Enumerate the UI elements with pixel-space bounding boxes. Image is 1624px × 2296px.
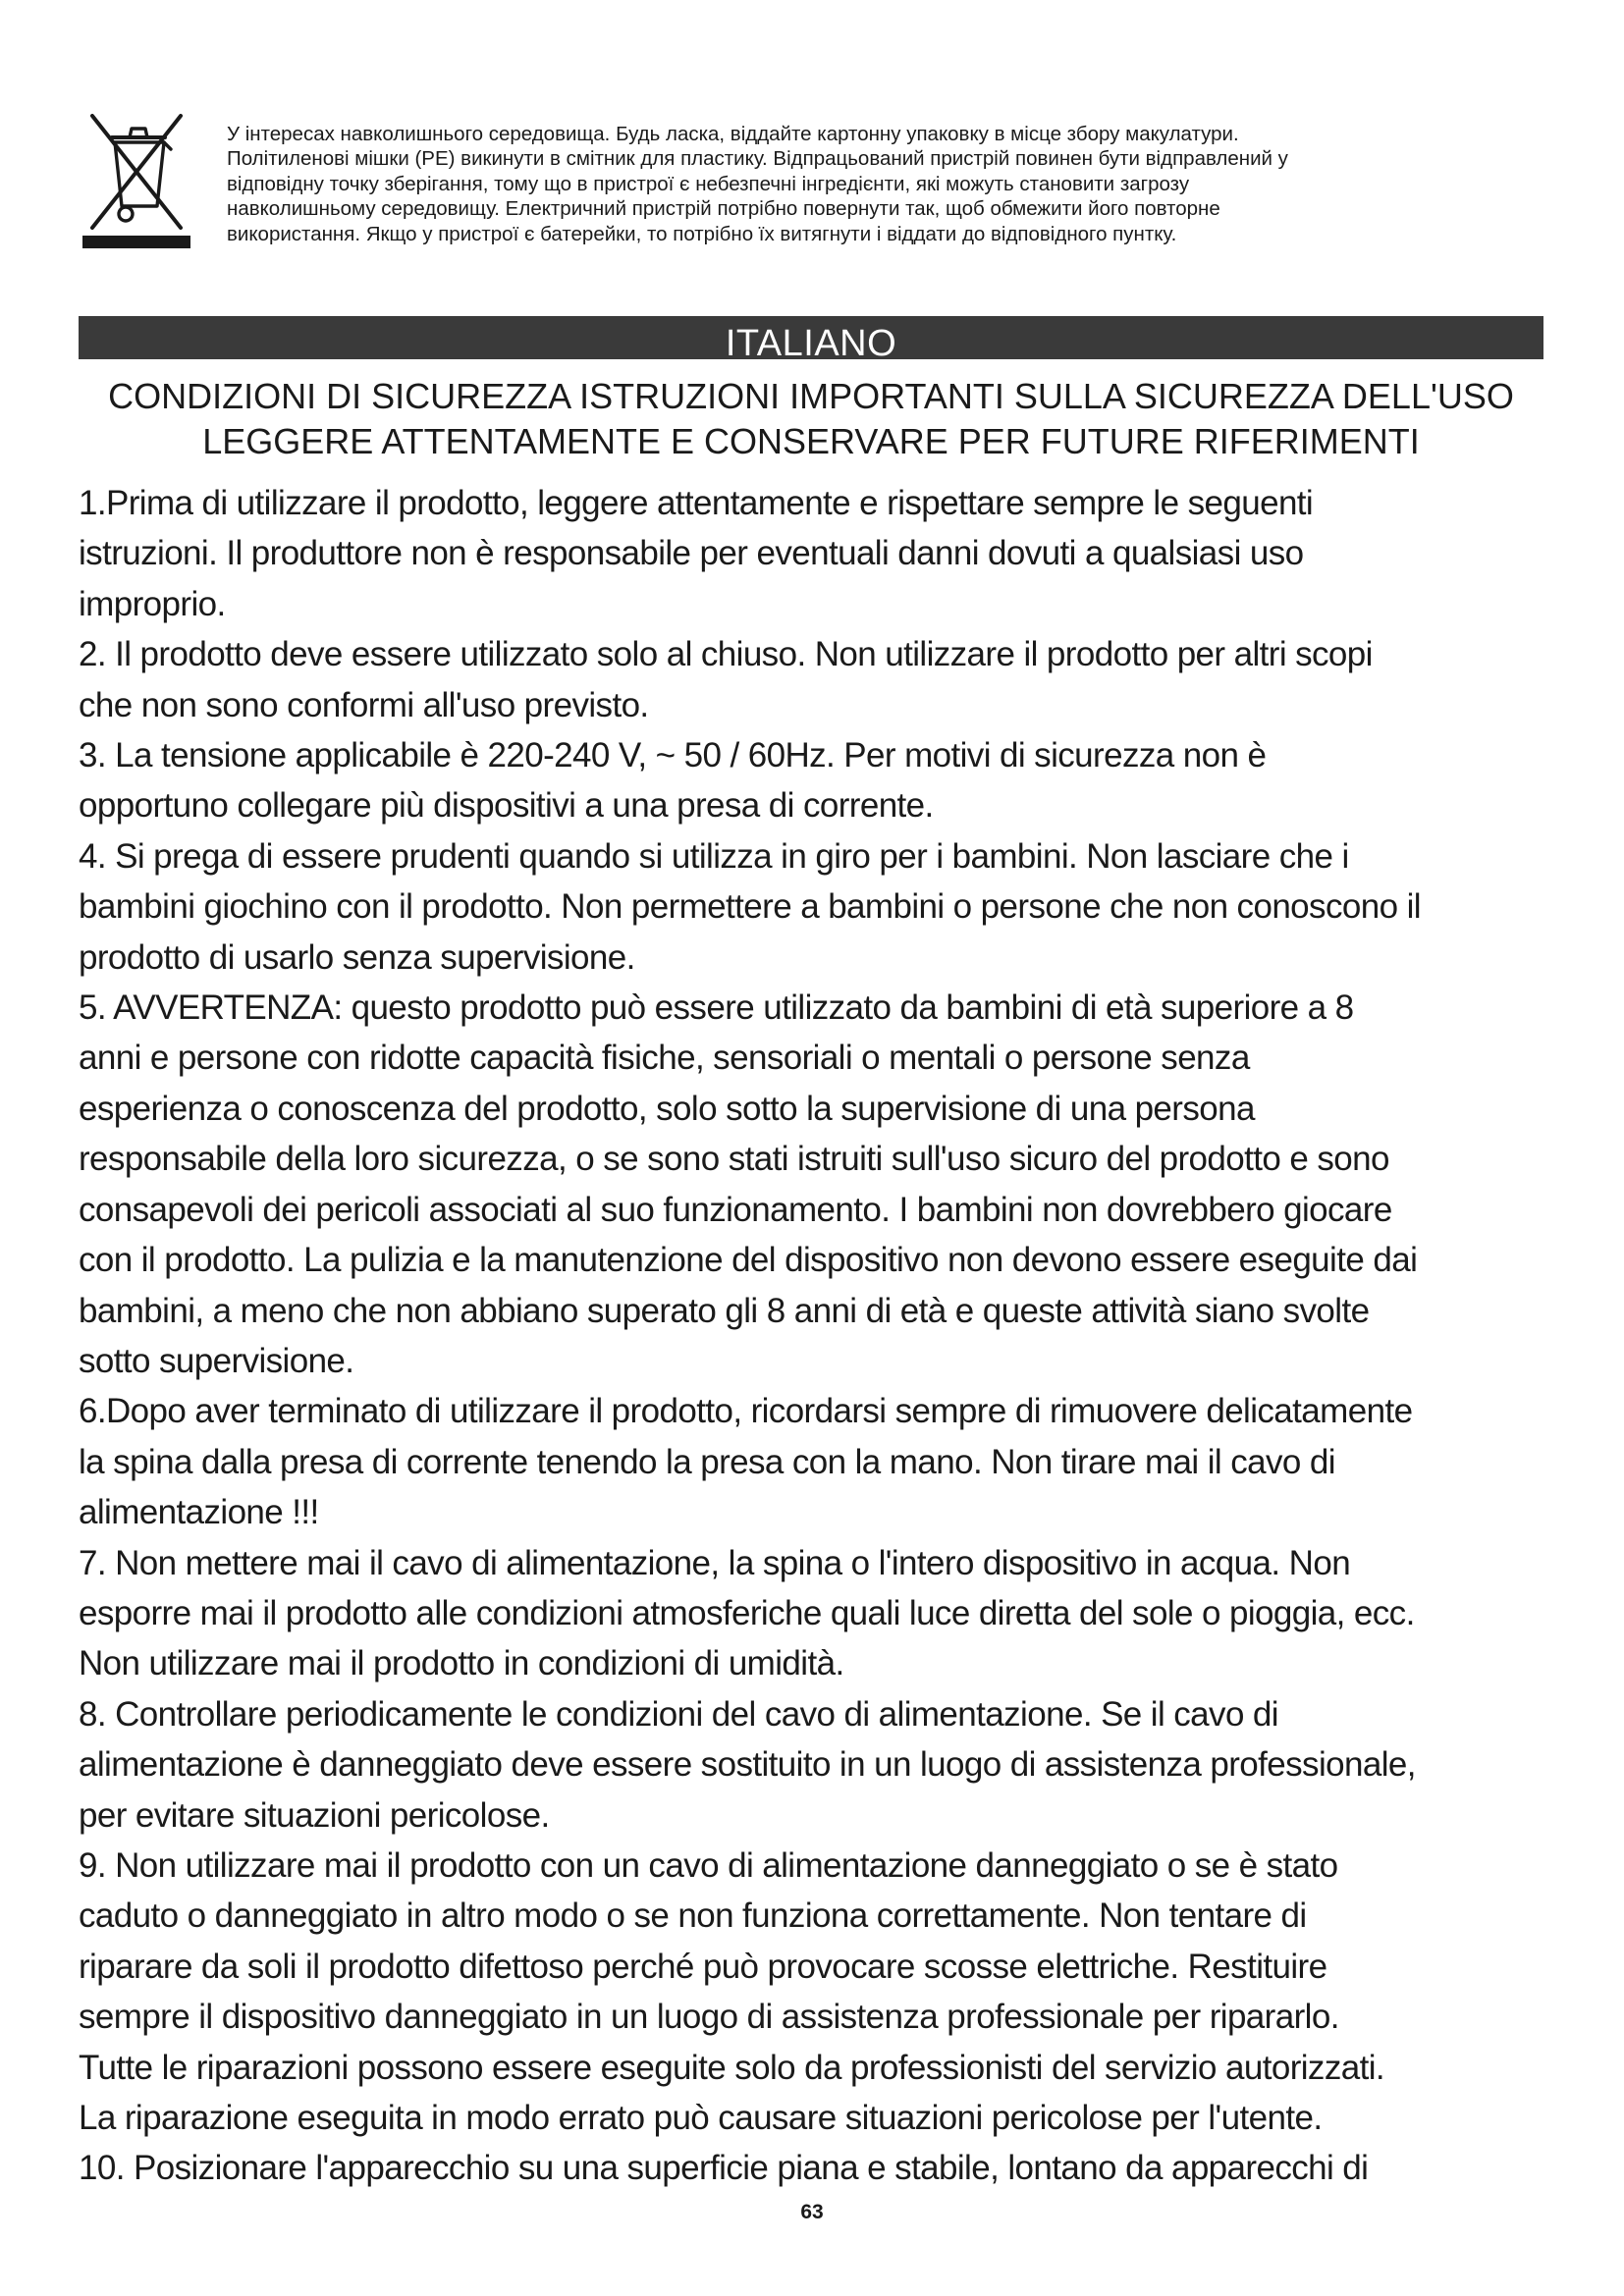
instruction-line: sempre il dispositivo danneggiato in un luogo di assistenza professionale per ripararlo. xyxy=(79,1998,1339,2037)
instruction-item-4 xyxy=(79,831,1551,983)
instruction-line: alimentazione !!! xyxy=(79,1493,319,1532)
disposal-notice-line: навколишньому середовищу. Електричний пристрій потрібно повернути так, щоб обмежити його повторне xyxy=(227,197,1220,221)
language-banner-label: ITALIANO xyxy=(725,323,897,364)
disposal-notice-line: використання. Якщо у пристрої є батерейки, то потрібно їх витягнути і віддати до відповідного пунтку. xyxy=(227,222,1177,245)
instruction-line: opportuno collegare più dispositivi a una presa di corrente. xyxy=(79,786,934,826)
instruction-line: anni e persone con ridotte capacità fisiche, sensoriali o mentali o persone senza xyxy=(79,1039,1250,1078)
disposal-notice-line: відповідну точку зберігання, тому що в пристрої є небезпечні інгредієнти, які можуть становити загрозу xyxy=(227,172,1190,195)
instruction-line: 7. Non mettere mai il cavo di alimentazione, la spina o l'intero dispositivo in acqua. Non xyxy=(79,1543,1351,1582)
instruction-line: con il prodotto. La pulizia e la manutenzione del dispositivo non devono essere eseguite dai xyxy=(79,1241,1418,1280)
instruction-item-10 xyxy=(79,2143,1551,2193)
disposal-notice-text xyxy=(227,122,1582,246)
language-banner xyxy=(79,316,1543,364)
instruction-line: 5. AVVERTENZA: questo prodotto può essere utilizzato da bambini di età superiore a 8 xyxy=(79,988,1354,1028)
instruction-line: responsabile della loro sicurezza, o se sono stati istruiti sull'uso sicuro del prodotto e sono xyxy=(79,1140,1389,1179)
safety-heading-line: LEGGERE ATTENTAMENTE E CONSERVARE PER FUTURE RIFERIMENTI xyxy=(202,421,1420,461)
instruction-line: 2. Il prodotto deve essere utilizzato solo al chiuso. Non utilizzare il prodotto per altri scopi xyxy=(79,635,1373,674)
safety-heading xyxy=(79,374,1543,464)
instruction-line: 1.Prima di utilizzare il prodotto, leggere attentamente e rispettare sempre le seguenti xyxy=(79,484,1314,522)
instruction-item-3 xyxy=(79,730,1551,831)
disposal-notice xyxy=(82,110,1536,287)
instruction-line: prodotto di usarlo senza supervisione. xyxy=(79,937,635,977)
instruction-line: 3. La tensione applicabile è 220-240 V, ~ 50 / 60Hz. Per motivi di sicurezza non è xyxy=(79,736,1267,775)
instruction-item-7 xyxy=(79,1538,1551,1689)
instruction-item-8 xyxy=(79,1689,1551,1841)
instruction-line: 4. Si prega di essere prudenti quando si utilizza in giro per i bambini. Non lasciare che i xyxy=(79,836,1349,876)
crossed-out-wheelie-bin-icon xyxy=(82,110,190,249)
disposal-notice-line: Політиленові мішки (PE) викинути в смітник для пластику. Відпрацьований пристрій повинен бути відправлений у xyxy=(227,147,1288,171)
instruction-line: alimentazione è danneggiato deve essere sostituito in un luogo di assistenza professionale, xyxy=(79,1745,1416,1785)
instruction-line: che non sono conformi all'uso previsto. xyxy=(79,685,649,724)
instruction-item-6 xyxy=(79,1386,1551,1537)
page-number: 63 xyxy=(800,2201,824,2223)
instruction-line: consapevoli dei pericoli associati al suo funzionamento. I bambini non dovrebbero giocare xyxy=(79,1190,1392,1229)
instruction-line: riparare da soli il prodotto difettoso perché può provocare scosse elettriche. Restituire xyxy=(79,1947,1327,1986)
safety-heading-line: CONDIZIONI DI SICUREZZA ISTRUZIONI IMPORTANTI SULLA SICUREZZA DELL'USO xyxy=(108,376,1514,416)
instruction-line: esporre mai il prodotto alle condizioni atmosferiche quali luce diretta del sole o pioggia, ecc. xyxy=(79,1593,1415,1632)
instruction-item-9 xyxy=(79,1841,1551,2143)
instruction-item-5 xyxy=(79,983,1551,1386)
instruction-line: 10. Posizionare l'apparecchio su una superficie piana e stabile, lontano da apparecchi di xyxy=(79,2149,1369,2188)
instruction-line: la spina dalla presa di corrente tenendo la presa con la mano. Non tirare mai il cavo di xyxy=(79,1442,1335,1481)
instruction-line: bambini, a meno che non abbiano superato gli 8 anni di età e queste attività siano svolte xyxy=(79,1291,1370,1330)
disposal-notice-line: У інтересах навколишнього середовища. Будь ласка, віддайте картонну упаковку в місце збору макулатури. xyxy=(227,123,1239,145)
instruction-list xyxy=(79,478,1551,2194)
instruction-line: 9. Non utilizzare mai il prodotto con un cavo di alimentazione danneggiato o se è stato xyxy=(79,1845,1338,1885)
instruction-line: per evitare situazioni pericolose. xyxy=(79,1795,550,1835)
instruction-line: 8. Controllare periodicamente le condizioni del cavo di alimentazione. Se il cavo di xyxy=(79,1694,1278,1734)
instruction-item-2 xyxy=(79,629,1551,730)
instruction-line: caduto o danneggiato in altro modo o se non funziona correttamente. Non tentare di xyxy=(79,1896,1307,1936)
instruction-line: 6.Dopo aver terminato di utilizzare il prodotto, ricordarsi sempre di rimuovere delicatamente xyxy=(79,1392,1413,1431)
instruction-line: esperienza o conoscenza del prodotto, solo sotto la supervisione di una persona xyxy=(79,1089,1255,1128)
instruction-line: Tutte le riparazioni possono essere eseguite solo da professionisti del servizio autorizzati. xyxy=(79,2048,1385,2087)
instruction-line: bambini giochino con il prodotto. Non permettere a bambini o persone che non conoscono il xyxy=(79,887,1421,927)
instruction-line: improprio. xyxy=(79,584,226,623)
instruction-line: sotto supervisione. xyxy=(79,1341,354,1380)
instruction-line: istruzioni. Il produttore non è responsabile per eventuali danni dovuti a qualsiasi uso xyxy=(79,534,1304,573)
instruction-line: Non utilizzare mai il prodotto in condizioni di umidità. xyxy=(79,1644,844,1683)
instruction-line: La riparazione eseguita in modo errato può causare situazioni pericolose per l'utente. xyxy=(79,2099,1323,2137)
instruction-item-1 xyxy=(79,478,1551,629)
